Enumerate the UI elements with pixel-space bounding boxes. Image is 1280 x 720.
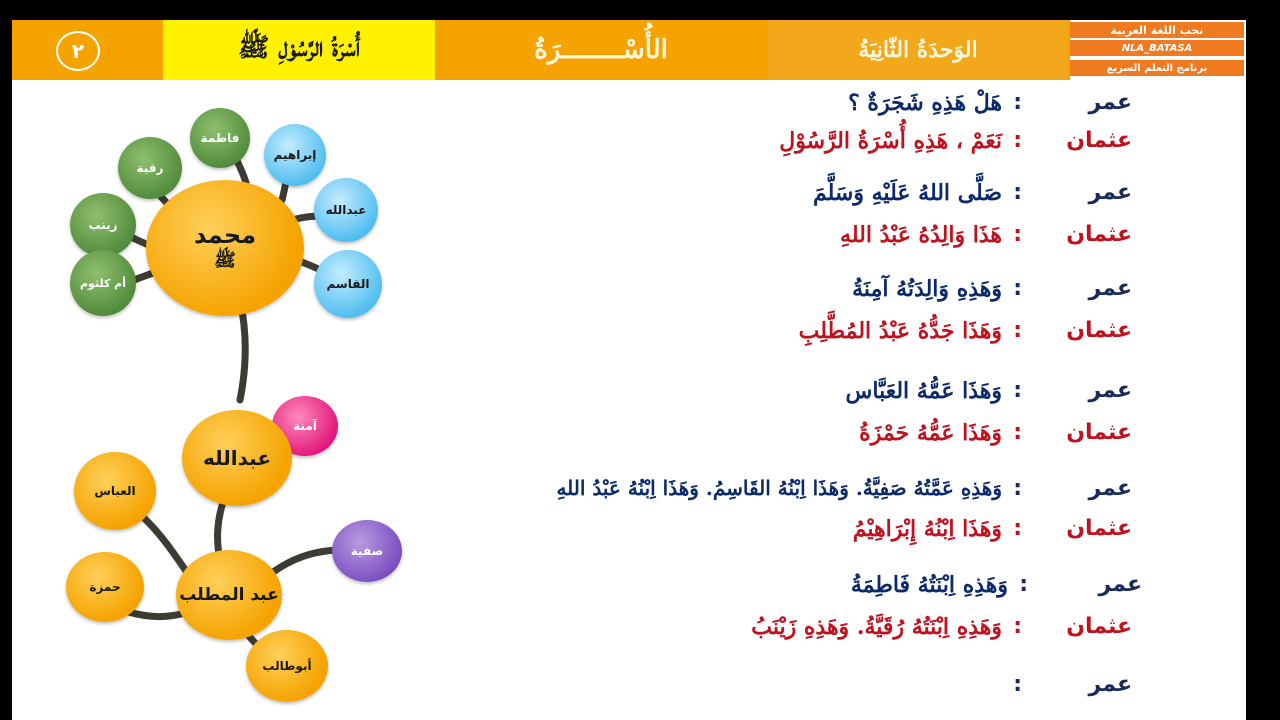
node-abu-talib-label: أبوطالب <box>262 659 312 673</box>
brand-line2: NLA_BATASA <box>1070 40 1244 56</box>
node-hamzah <box>66 552 144 622</box>
colon: : <box>1019 572 1028 597</box>
dialog-row <box>432 572 1142 612</box>
colon: : <box>1013 420 1022 445</box>
node-aminah-label: آمنة <box>293 419 317 433</box>
node-ibrahim <box>264 124 326 186</box>
dialog-row <box>432 318 1132 358</box>
colon: : <box>1013 276 1022 301</box>
dialog-row <box>432 476 1132 516</box>
brand-line1: نحب اللغة العربية <box>1070 22 1244 38</box>
colon: : <box>1013 180 1022 205</box>
colon: : <box>1013 672 1022 697</box>
node-umm-kulthum <box>70 250 136 316</box>
node-safiyyah <box>332 520 402 582</box>
dialog-row <box>432 378 1132 418</box>
node-abu-talib <box>246 630 328 702</box>
node-muhammad <box>146 180 304 316</box>
speaker-name: عثمان <box>1066 222 1132 247</box>
slide-frame <box>12 20 1246 720</box>
dialog-line: هَلْ هَذِهِ شَجَرَةٌ ؟ <box>848 90 1002 116</box>
colon: : <box>1013 378 1022 403</box>
node-safiyyah-label: صفية <box>350 544 384 558</box>
dialog-row <box>432 90 1132 130</box>
family-tree <box>12 80 432 720</box>
node-fatimah-label: فاطمة <box>200 131 240 145</box>
speaker-name: عمر <box>1088 180 1132 205</box>
speaker-name: عمر <box>1088 378 1132 403</box>
speaker-name: عثمان <box>1066 614 1132 639</box>
dialog-area <box>432 80 1142 720</box>
dialog-line: وَهَذِهِ وَالِدَتُهُ آمِنَةُ <box>852 276 1002 302</box>
lesson-number-badge: ٢ <box>56 31 100 71</box>
speaker-name: عثمان <box>1066 420 1132 445</box>
node-zaynab-label: زينب <box>88 218 118 232</box>
node-abdullah-father-label: عبدالله <box>202 446 272 470</box>
node-abdullah-father <box>182 410 292 506</box>
node-zaynab <box>70 193 136 257</box>
dialog-line: هَذَا وَالِدُهُ عَبْدُ اللهِ <box>840 222 1002 248</box>
node-hamzah-label: حمزة <box>89 580 121 594</box>
dialog-line: صَلَّى اللهُ عَلَيْهِ وَسَلَّمَ <box>813 180 1002 206</box>
dialog-line: وَهَذِهِ اِبْنَتُهُ رُقَيَّةُ. وَهَذِهِ زَيْنَبُ <box>751 614 1002 640</box>
dialog-row <box>432 128 1132 168</box>
colon: : <box>1013 614 1022 639</box>
dialog-row <box>432 276 1132 316</box>
speaker-name: عثمان <box>1066 318 1132 343</box>
colon: : <box>1013 476 1022 501</box>
node-fatimah <box>190 108 250 168</box>
node-ruqayyah-label: رقية <box>136 161 164 175</box>
colon: : <box>1013 516 1022 541</box>
dialog-row <box>432 180 1132 220</box>
node-ibrahim-label: إبراهيم <box>273 148 317 162</box>
section-title: الأُسْــــــــرَةُ <box>534 35 668 65</box>
dialog-row <box>432 516 1132 556</box>
dialog-row <box>432 222 1132 262</box>
dialog-line: نَعَمْ ، هَذِهِ أُسْرَةُ الرَّسُوْلِ <box>779 128 1002 154</box>
dialog-line: وَهَذَا عَمُّهُ حَمْزَةُ <box>859 420 1002 446</box>
speaker-name: عمر <box>1088 90 1132 115</box>
dialog-line: وَهَذَا جَدُّهُ عَبْدُ المُطَّلِبِ <box>798 318 1002 344</box>
dialog-line: وَهَذِهِ اِبْنَتُهُ فَاطِمَةُ <box>850 572 1008 598</box>
colon: : <box>1013 318 1022 343</box>
node-umm-kulthum-label: أم كلثوم <box>80 276 126 290</box>
node-qasim <box>314 250 382 318</box>
speaker-name: عثمان <box>1066 128 1132 153</box>
dialog-line: وَهَذَا عَمُّهُ العَبَّاس <box>845 378 1002 404</box>
colon: : <box>1013 222 1022 247</box>
brand-logo <box>1070 20 1246 80</box>
speaker-name: عمر <box>1088 672 1132 697</box>
colon: : <box>1013 90 1022 115</box>
dialog-row <box>432 672 1132 712</box>
node-abdul-muttalib-label: عبد المطلب <box>179 585 279 605</box>
dialog-line: وَهَذِهِ عَمَّتُهُ صَفِيَّةُ. وَهَذَا اِبْنُهُ القَاسِمُ. وَهَذَا اِبْنُهُ عَبْدُ اللهِ <box>556 476 1002 500</box>
node-abdul-muttalib <box>176 550 282 640</box>
node-ruqayyah <box>118 137 182 199</box>
speaker-name: عمر <box>1088 476 1132 501</box>
node-abdullah-son <box>314 178 378 242</box>
unit-title: الوَحدَةُ الثّانِيَةُ <box>768 20 1068 80</box>
brand-line3: برنامج التعلم السريع <box>1070 60 1244 76</box>
node-qasim-label: القاسم <box>326 277 370 291</box>
header-bar <box>12 20 1246 80</box>
node-muhammad-label: محمد <box>193 221 257 249</box>
node-abbas <box>74 452 156 530</box>
speaker-name: عمر <box>1088 276 1132 301</box>
node-muhammad-honorific: ﷺ <box>214 250 236 271</box>
dialog-line: وَهَذَا اِبْنُهُ إِبْرَاهِيْمُ <box>852 516 1002 542</box>
dialog-row <box>432 614 1132 654</box>
node-abbas-label: العباس <box>94 484 136 498</box>
dialog-row <box>432 420 1132 460</box>
lesson-title: أُسْرَةُ الرَّسُوْلِ ﷺ <box>163 20 435 80</box>
speaker-name: عثمان <box>1066 516 1132 541</box>
speaker-name: عمر <box>1098 572 1142 597</box>
node-abdullah-son-label: عبدالله <box>325 203 367 217</box>
colon: : <box>1013 128 1022 153</box>
